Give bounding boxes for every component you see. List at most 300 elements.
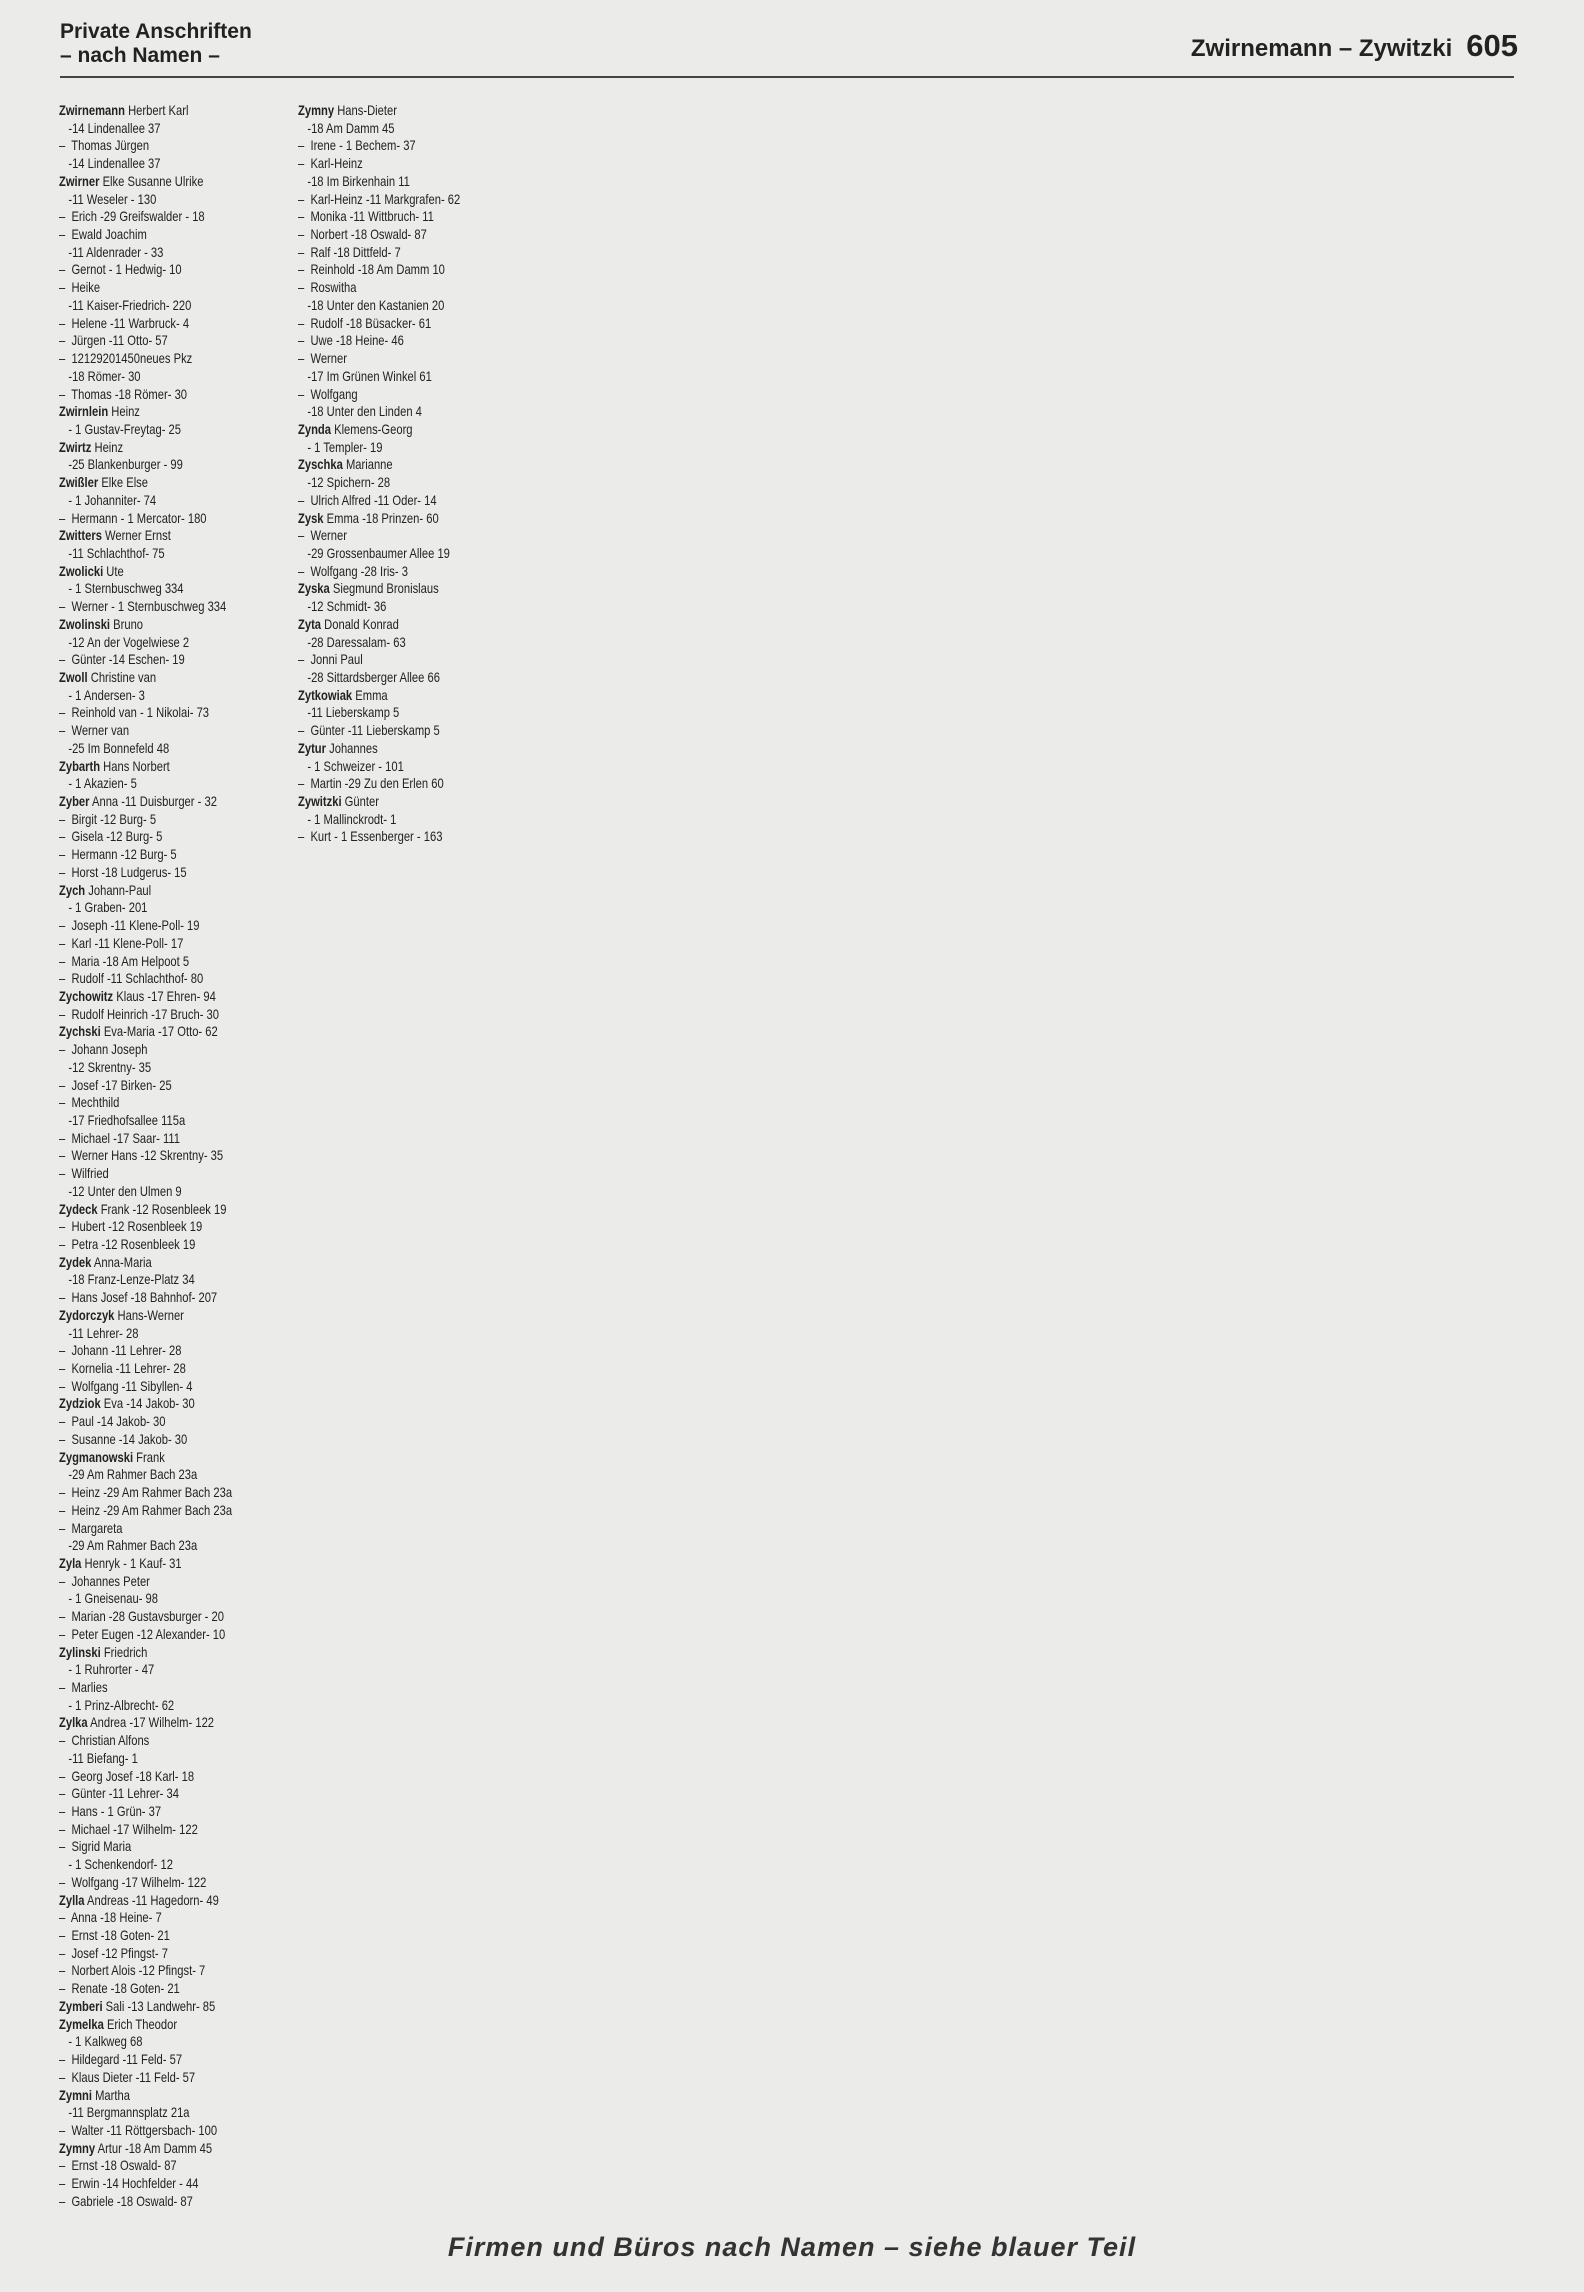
surname: Zywitzki [298,793,342,810]
entry-text: - 1 Templer- 19 [298,438,383,455]
directory-entry-line [59,1838,232,1856]
directory-entry-line [298,208,460,226]
surname: Zydziok [59,1395,101,1412]
entry-text: – Paul -14 Jakob- 30 [59,1413,166,1430]
directory-entry-surname-line [59,1644,232,1662]
directory-entry-line [59,1466,232,1484]
surname: Zydek [59,1253,92,1270]
directory-entry-line [59,775,232,793]
entry-text: Herbert Karl [124,102,189,118]
directory-entry-line [59,2051,232,2069]
directory-entry-line [59,2033,232,2051]
directory-entry-surname-line [298,456,460,474]
directory-entry-line [59,1165,232,1183]
directory-entry-surname-line [59,758,232,776]
directory-entry-surname-line [59,1892,232,1910]
entry-text: – Hermann -12 Burg- 5 [59,846,177,863]
surname: Zwolinski [59,615,111,632]
entry-text: Artur -18 Am Damm 45 [95,2139,213,2156]
surname: Zytur [298,739,326,756]
directory-entry-line [59,651,232,669]
directory-entry-line [298,297,460,315]
entry-text: – Michael -17 Saar- 111 [59,1129,180,1146]
directory-entry-line [59,1750,232,1768]
directory-entry-line [298,244,460,262]
entry-text: – Karl-Heinz -11 Markgrafen- 62 [298,190,461,207]
entry-text: -18 Am Damm 45 [298,119,395,136]
directory-entry-line [59,1856,232,1874]
directory-entry-line [298,315,460,333]
entry-text: – Birgit -12 Burg- 5 [59,810,157,827]
directory-entry-line [59,1059,232,1077]
entry-text: Sali -13 Landwehr- 85 [102,1997,216,2014]
directory-entry-line [59,687,232,705]
entry-text: – Günter -11 Lehrer- 34 [59,1785,179,1802]
directory-entry-line [59,2157,232,2175]
entry-text: -18 Unter den Kastanien 20 [298,296,445,313]
entry-text: -12 Skrentny- 35 [59,1058,152,1075]
entry-text: Eva -14 Jakob- 30 [100,1395,195,1412]
directory-entry-line [59,1785,232,1803]
entry-text: Emma [352,686,388,703]
entry-text: -11 Kaiser-Friedrich- 220 [59,296,192,313]
entry-text: – Anna -18 Heine- 7 [59,1909,162,1926]
entry-text: – Walter -11 Röttgersbach- 100 [59,2121,218,2138]
directory-entry-line [298,261,460,279]
surname: Zymni [59,2086,92,2103]
directory-entry-line [59,2122,232,2140]
directory-entry-line [59,970,232,988]
directory-entry-line [59,208,232,226]
entry-text: Erich Theodor [103,2015,178,2032]
directory-entry-line [59,1413,232,1431]
entry-text: – 12129201450neues Pkz [59,350,193,367]
surname: Zyta [298,615,322,632]
entry-text: -17 Friedhofsallee 115a [59,1111,186,1128]
entry-text: – Gernot - 1 Hedwig- 10 [59,261,182,278]
entry-text: – Michael -17 Wilhelm- 122 [59,1820,198,1837]
directory-entry-line [298,403,460,421]
directory-entry-line [298,704,460,722]
directory-entry-line [59,1803,232,1821]
directory-entry-line [59,1697,232,1715]
entry-text: – Günter -11 Lieberskamp 5 [298,722,440,739]
directory-entry-line [59,421,232,439]
entry-text: -18 Römer- 30 [59,367,141,384]
surname: Zyska [298,580,330,597]
entry-text: - 1 Andersen- 3 [59,686,145,703]
surname: Zylla [59,1891,85,1908]
directory-entry-line [298,137,460,155]
entry-text: – Rudolf Heinrich -17 Bruch- 30 [59,1005,219,1022]
surname: Zymelka [59,2015,104,2032]
surname: Zwolicki [59,562,104,579]
entry-text: -11 Lehrer- 28 [59,1324,139,1341]
directory-entry-line [59,1484,232,1502]
entry-text: Andreas -11 Hagedorn- 49 [84,1891,219,1908]
running-header [1191,28,1518,64]
directory-entry-line [59,1590,232,1608]
entry-text: – Mechthild [59,1094,120,1111]
entry-text: – Johann -11 Lehrer- 28 [59,1342,182,1359]
directory-entry-surname-line [59,1449,232,1467]
directory-entry-line [59,155,232,173]
entry-text: Christine van [87,669,157,685]
directory-entry-surname-line [59,173,232,191]
directory-entry-line [59,137,232,155]
directory-entry-line [59,1980,232,1998]
directory-column-2 [298,102,460,846]
directory-entry-line [59,2175,232,2193]
directory-entry-line [59,1342,232,1360]
directory-entry-surname-line [59,2087,232,2105]
entry-text: – Thomas -18 Römer- 30 [59,385,188,402]
entry-text: – Marlies [59,1678,108,1695]
entry-text: Heinz [91,438,124,455]
directory-entry-line [59,634,232,652]
directory-entry-line [59,226,232,244]
directory-entry-surname-line [298,102,460,120]
entry-text: – Ewald Joachim [59,226,147,243]
entry-text: -25 Im Bonnefeld 48 [59,739,170,756]
entry-text: – Georg Josef -18 Karl- 18 [59,1767,195,1784]
directory-entry-line [59,1520,232,1538]
directory-entry-line [59,740,232,758]
surname: Zylka [59,1714,88,1731]
directory-entry-line [59,722,232,740]
directory-entry-surname-line [298,740,460,758]
surname: Zwirner [59,172,100,189]
entry-text: -29 Am Rahmer Bach 23a [59,1537,198,1554]
directory-entry-line [298,669,460,687]
directory-entry-line [298,279,460,297]
entry-text: – Ernst -18 Goten- 21 [59,1927,170,1944]
entry-text: – Helene -11 Warbruck- 4 [59,314,190,331]
directory-entry-line [59,2069,232,2087]
entry-text: – Heinz -29 Am Rahmer Bach 23a [59,1501,233,1518]
directory-entry-line [298,492,460,510]
directory-entry-line [298,758,460,776]
directory-entry-line [298,634,460,652]
directory-entry-line [59,279,232,297]
directory-entry-line [59,1325,232,1343]
surname: Zydorczyk [59,1306,115,1323]
directory-entry-line [59,598,232,616]
directory-entry-line [59,580,232,598]
entry-text: – Roswitha [298,279,357,296]
directory-entry-surname-line [59,793,232,811]
entry-text: -29 Grossenbaumer Allee 19 [298,544,450,561]
directory-entry-line [59,917,232,935]
surname: Zymberi [59,1997,103,2014]
entry-text: Anna -11 Duisburger - 32 [89,793,217,810]
directory-entry-line [59,510,232,528]
section-subtitle: – nach Namen – [60,44,220,67]
directory-entry-surname-line [59,439,232,457]
entry-text: -28 Daressalam- 63 [298,633,406,650]
directory-entry-line [59,953,232,971]
entry-text: – Martin -29 Zu den Erlen 60 [298,775,444,792]
directory-entry-line [59,811,232,829]
directory-entry-surname-line [59,527,232,545]
entry-text: -14 Lindenallee 37 [59,119,161,136]
directory-entry-line [59,492,232,510]
entry-text: - 1 Prinz-Albrecht- 62 [59,1696,175,1713]
directory-entry-surname-line [59,102,232,120]
directory-entry-surname-line [59,669,232,687]
surname: Zybarth [59,757,101,774]
directory-entry-line [59,1183,232,1201]
entry-text: – Erich -29 Greifswalder - 18 [59,208,205,225]
directory-entry-line [59,1130,232,1148]
entry-text: -18 Im Birkenhain 11 [298,172,410,189]
directory-entry-line [59,1502,232,1520]
entry-text: -17 Im Grünen Winkel 61 [298,367,432,384]
entry-text: – Klaus Dieter -11 Feld- 57 [59,2068,196,2085]
entry-text: – Werner [298,350,347,367]
entry-text: Heinz [108,403,140,420]
page-number: 605 [1466,28,1518,63]
surname: Zyla [59,1554,82,1571]
entry-text: Marianne [342,456,393,473]
directory-entry-line [298,598,460,616]
entry-text: – Joseph -11 Klene-Poll- 19 [59,917,200,934]
directory-entry-line [59,456,232,474]
entry-text: -12 Unter den Ulmen 9 [59,1182,182,1199]
directory-column-1 [59,102,232,2211]
entry-text: -11 Schlachthof- 75 [59,544,165,561]
directory-entry-line [59,1608,232,1626]
entry-text: Frank -12 Rosenbleek 19 [97,1200,227,1217]
entry-text: – Rudolf -18 Büsacker- 61 [298,314,432,331]
directory-entry-line [59,935,232,953]
entry-text: Andrea -17 Wilhelm- 122 [87,1714,215,1731]
directory-entry-surname-line [298,421,460,439]
entry-text: – Johannes Peter [59,1572,150,1589]
directory-entry-line [59,1626,232,1644]
surname: Zynda [298,420,331,437]
directory-entry-line [298,350,460,368]
entry-text: – Margareta [59,1519,123,1536]
directory-entry-line [298,775,460,793]
directory-entry-line [59,1147,232,1165]
directory-entry-line [59,864,232,882]
entry-text: – Thomas Jürgen [59,137,150,154]
directory-entry-surname-line [59,1023,232,1041]
entry-text: -11 Lieberskamp 5 [298,704,400,721]
entry-text: Frank [133,1448,165,1465]
footer-note: Firmen und Büros nach Namen – siehe blauer Teil [447,2232,1137,2262]
directory-entry-surname-line [59,882,232,900]
entry-text: -12 Spichern- 28 [298,474,391,491]
entry-text: – Heike [59,279,101,296]
surname: Zyber [59,793,90,810]
entry-text: Klemens-Georg [330,420,413,437]
entry-text: – Günter -14 Eschen- 19 [59,651,185,668]
entry-text: – Ernst -18 Oswald- 87 [59,2157,177,2174]
directory-entry-line [298,191,460,209]
entry-text: – Johann Joseph [59,1041,148,1058]
entry-text: Johann-Paul [85,881,152,898]
directory-entry-line [59,1112,232,1130]
directory-entry-line [59,1732,232,1750]
entry-text: – Karl-Heinz [298,155,363,172]
directory-entry-line [298,722,460,740]
directory-entry-line [59,386,232,404]
directory-entry-surname-line [298,793,460,811]
entry-text: Anna-Maria [91,1253,152,1270]
entry-text: Eva-Maria -17 Otto- 62 [100,1023,218,1040]
directory-entry-line [59,1271,232,1289]
surname: Zymny [298,102,335,118]
entry-text: Siegmund Bronislaus [329,580,439,597]
entry-text: -14 Lindenallee 37 [59,155,161,172]
entry-text: Werner Ernst [101,527,171,544]
directory-entry-line [59,1909,232,1927]
entry-text: Klaus -17 Ehren- 94 [113,987,216,1004]
entry-text: - 1 Ruhrorter - 47 [59,1661,155,1678]
directory-entry-line [298,474,460,492]
entry-text: – Reinhold van - 1 Nikolai- 73 [59,704,210,721]
entry-text: -18 Unter den Linden 4 [298,403,422,420]
entry-text: Hans-Dieter [334,102,397,118]
directory-entry-line [59,828,232,846]
section-heading [60,20,252,68]
entry-text: - 1 Gneisenau- 98 [59,1590,158,1607]
entry-text: - 1 Schweizer - 101 [298,757,404,774]
entry-text: – Gabriele -18 Oswald- 87 [59,2192,193,2209]
surname: Zych [59,881,86,898]
entry-text: - 1 Mallinckrodt- 1 [298,810,397,827]
directory-entry-line [59,2104,232,2122]
entry-text: Johannes [326,739,378,756]
entry-text: Hans Norbert [100,757,170,774]
surname: Zwirtz [59,438,92,455]
entry-text: -28 Sittardsberger Allee 66 [298,669,440,685]
entry-text: – Susanne -14 Jakob- 30 [59,1430,188,1447]
header-rule [60,76,1514,78]
entry-text: – Rudolf -11 Schlachthof- 80 [59,970,204,987]
entry-text: Elke Susanne Ulrike [99,172,204,189]
surname: Zwißler [59,474,99,491]
directory-entry-line [59,899,232,917]
surname: Zydeck [59,1200,98,1217]
directory-entry-line [298,226,460,244]
surname: Zyschka [298,456,343,473]
directory-entry-line [59,1821,232,1839]
entry-text: – Sigrid Maria [59,1838,132,1855]
entry-text: -12 An der Vogelwiese 2 [59,633,190,650]
directory-entry-surname-line [59,988,232,1006]
surname: Zwoll [59,669,88,685]
directory-entry-surname-line [59,1555,232,1573]
directory-entry-line [59,1945,232,1963]
directory-entry-surname-line [59,1395,232,1413]
entry-text: -11 Aldenrader - 33 [59,243,164,260]
entry-text: – Christian Alfons [59,1732,150,1749]
surname: Zwitters [59,527,102,544]
directory-entry-line [298,332,460,350]
directory-entry-line [59,1431,232,1449]
section-title: Private Anschriften [60,20,252,43]
entry-text: -18 Franz-Lenze-Platz 34 [59,1271,195,1288]
entry-text: -11 Weseler - 130 [59,190,157,207]
entry-text: – Wolfgang [298,385,358,402]
entry-text: Elke Else [98,474,149,491]
entry-text: – Uwe -18 Heine- 46 [298,332,404,349]
surname: Zylinski [59,1643,101,1660]
directory-entry-surname-line [59,563,232,581]
directory-entry-surname-line [59,403,232,421]
directory-entry-surname-line [298,616,460,634]
entry-text: – Hans - 1 Grün- 37 [59,1803,162,1819]
directory-entry-line [298,651,460,669]
directory-entry-line [59,545,232,563]
entry-text: - 1 Johanniter- 74 [59,491,157,508]
entry-text: – Jonni Paul [298,651,363,668]
directory-entry-line [298,386,460,404]
directory-entry-line [59,2193,232,2211]
entry-text: – Wolfgang -11 Sibyllen- 4 [59,1377,193,1394]
entry-text: – Karl -11 Klene-Poll- 17 [59,934,184,951]
entry-text: – Monika -11 Wittbruch- 11 [298,208,434,225]
directory-entry-line [59,1218,232,1236]
entry-text: – Hildegard -11 Feld- 57 [59,2051,183,2068]
directory-entry-line [298,527,460,545]
directory-entry-surname-line [59,2016,232,2034]
entry-text: – Wolfgang -28 Iris- 3 [298,562,408,579]
directory-entry-line [298,368,460,386]
entry-text: Henryk - 1 Kauf- 31 [81,1554,182,1571]
entry-text: – Heinz -29 Am Rahmer Bach 23a [59,1484,233,1501]
entry-text: – Ralf -18 Dittfeld- 7 [298,243,401,260]
entry-text: - 1 Schenkendorf- 12 [59,1856,173,1873]
entry-text: – Marian -28 Gustavsburger - 20 [59,1608,224,1625]
directory-entry-line [59,1661,232,1679]
entry-text: -11 Biefang- 1 [59,1749,138,1766]
directory-entry-surname-line [59,1254,232,1272]
entry-text: – Irene - 1 Bechem- 37 [298,137,416,154]
entry-text: – Werner Hans -12 Skrentny- 35 [59,1147,224,1164]
directory-entry-surname-line [59,2140,232,2158]
entry-text: – Hans Josef -18 Bahnhof- 207 [59,1289,218,1306]
directory-entry-line [59,1927,232,1945]
entry-text: - 1 Akazien- 5 [59,775,137,792]
entry-text: – Werner [298,527,347,544]
entry-text: – Josef -17 Birken- 25 [59,1076,172,1093]
surname: Zychowitz [59,987,114,1004]
surname: Zwirnlein [59,403,109,420]
entry-text: – Gisela -12 Burg- 5 [59,828,163,845]
directory-entry-surname-line [59,1201,232,1219]
entry-text: – Maria -18 Am Helpoot 5 [59,952,190,969]
entry-text: -12 Schmidt- 36 [298,598,387,615]
directory-entry-line [59,244,232,262]
entry-text: – Peter Eugen -12 Alexander- 10 [59,1625,226,1642]
directory-entry-line [59,315,232,333]
directory-entry-line [59,261,232,279]
directory-entry-line [59,368,232,386]
entry-text: – Josef -12 Pfingst- 7 [59,1944,168,1961]
entry-text: – Reinhold -18 Am Damm 10 [298,261,445,278]
entry-text: Günter [341,793,379,810]
directory-entry-surname-line [298,687,460,705]
directory-entry-line [59,1378,232,1396]
surname: Zytkowiak [298,686,353,703]
directory-entry-line [59,1236,232,1254]
entry-text: – Petra -12 Rosenbleek 19 [59,1236,196,1252]
entry-text: - 1 Graben- 201 [59,899,148,916]
